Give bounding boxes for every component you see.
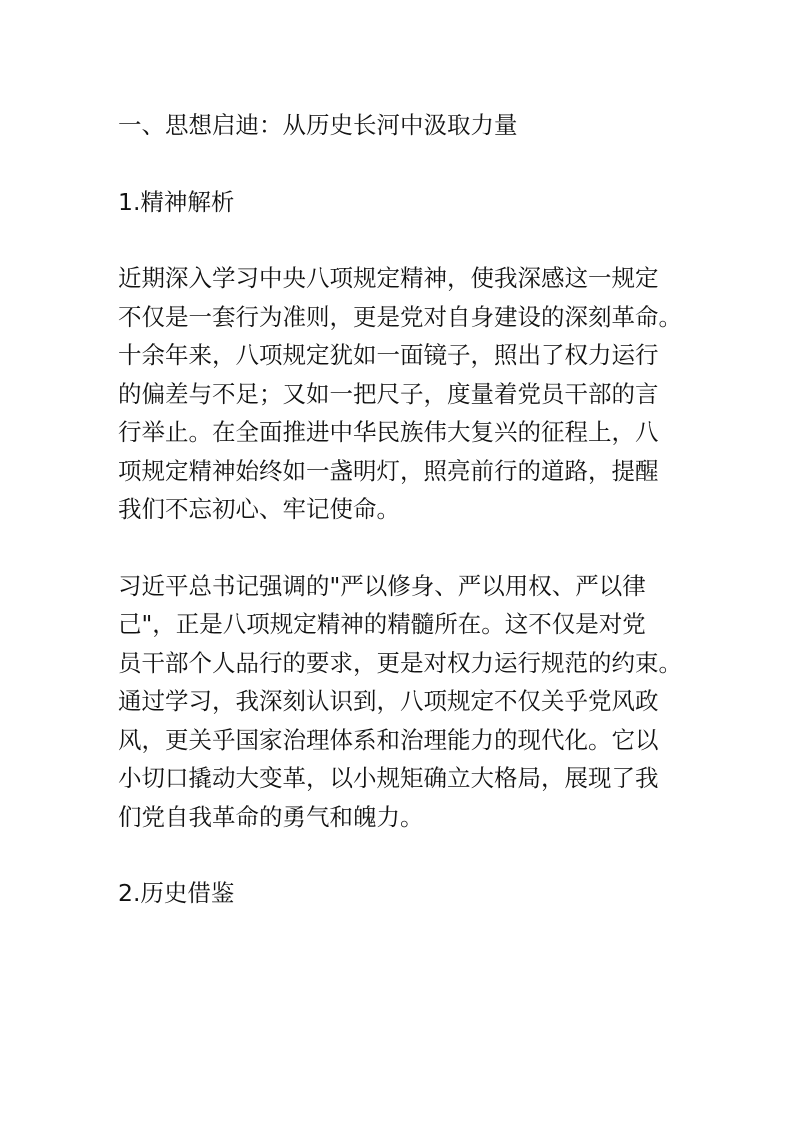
paragraph-2	[118, 567, 688, 837]
paragraph-line: 行举止。在全面推进中华民族伟大复兴的征程上，八	[118, 418, 659, 446]
paragraph-line: 员干部个人品行的要求，更是对权力运行规范的约束。	[118, 648, 682, 677]
paragraph-line: 不仅是一套行为准则，更是党对自身建设的深刻革命。	[118, 302, 682, 331]
paragraph-line: 近期深入学习中央八项规定精神，使我深感这一规定	[118, 264, 659, 292]
subsection-heading-2: 2.历史借鉴	[118, 879, 235, 907]
document-page	[118, 106, 688, 913]
paragraph-line: 十余年来，八项规定犹如一面镜子，照出了权力运行	[118, 341, 659, 369]
paragraph-line: 的偏差与不足；又如一把尺子，度量着党员干部的言	[118, 379, 659, 408]
paragraph-line: 习近平总书记强调的"严以修身、严以用权、严以律	[118, 571, 646, 600]
paragraph-line: 项规定精神始终如一盏明灯，照亮前行的道路，提醒	[118, 456, 659, 485]
paragraph-line: 我们不忘初心、牢记使命。	[118, 495, 400, 523]
paragraph-line: 通过学习，我深刻认识到，八项规定不仅关乎党风政	[118, 687, 659, 715]
subsection-heading-1: 1.精神解析	[118, 187, 235, 216]
paragraph-line: 己"，正是八项规定精神的精髓所在。这不仅是对党	[118, 610, 646, 638]
paragraph-1	[118, 259, 688, 529]
paragraph-line: 风，更关乎国家治理体系和治理能力的现代化。它以	[118, 725, 659, 754]
paragraph-line: 小切口撬动大变革，以小规矩确立大格局，展现了我	[118, 764, 659, 792]
paragraph-line: 们党自我革命的勇气和魄力。	[118, 802, 424, 831]
section-heading: 一、思想启迪：从历史长河中汲取力量	[118, 111, 518, 139]
